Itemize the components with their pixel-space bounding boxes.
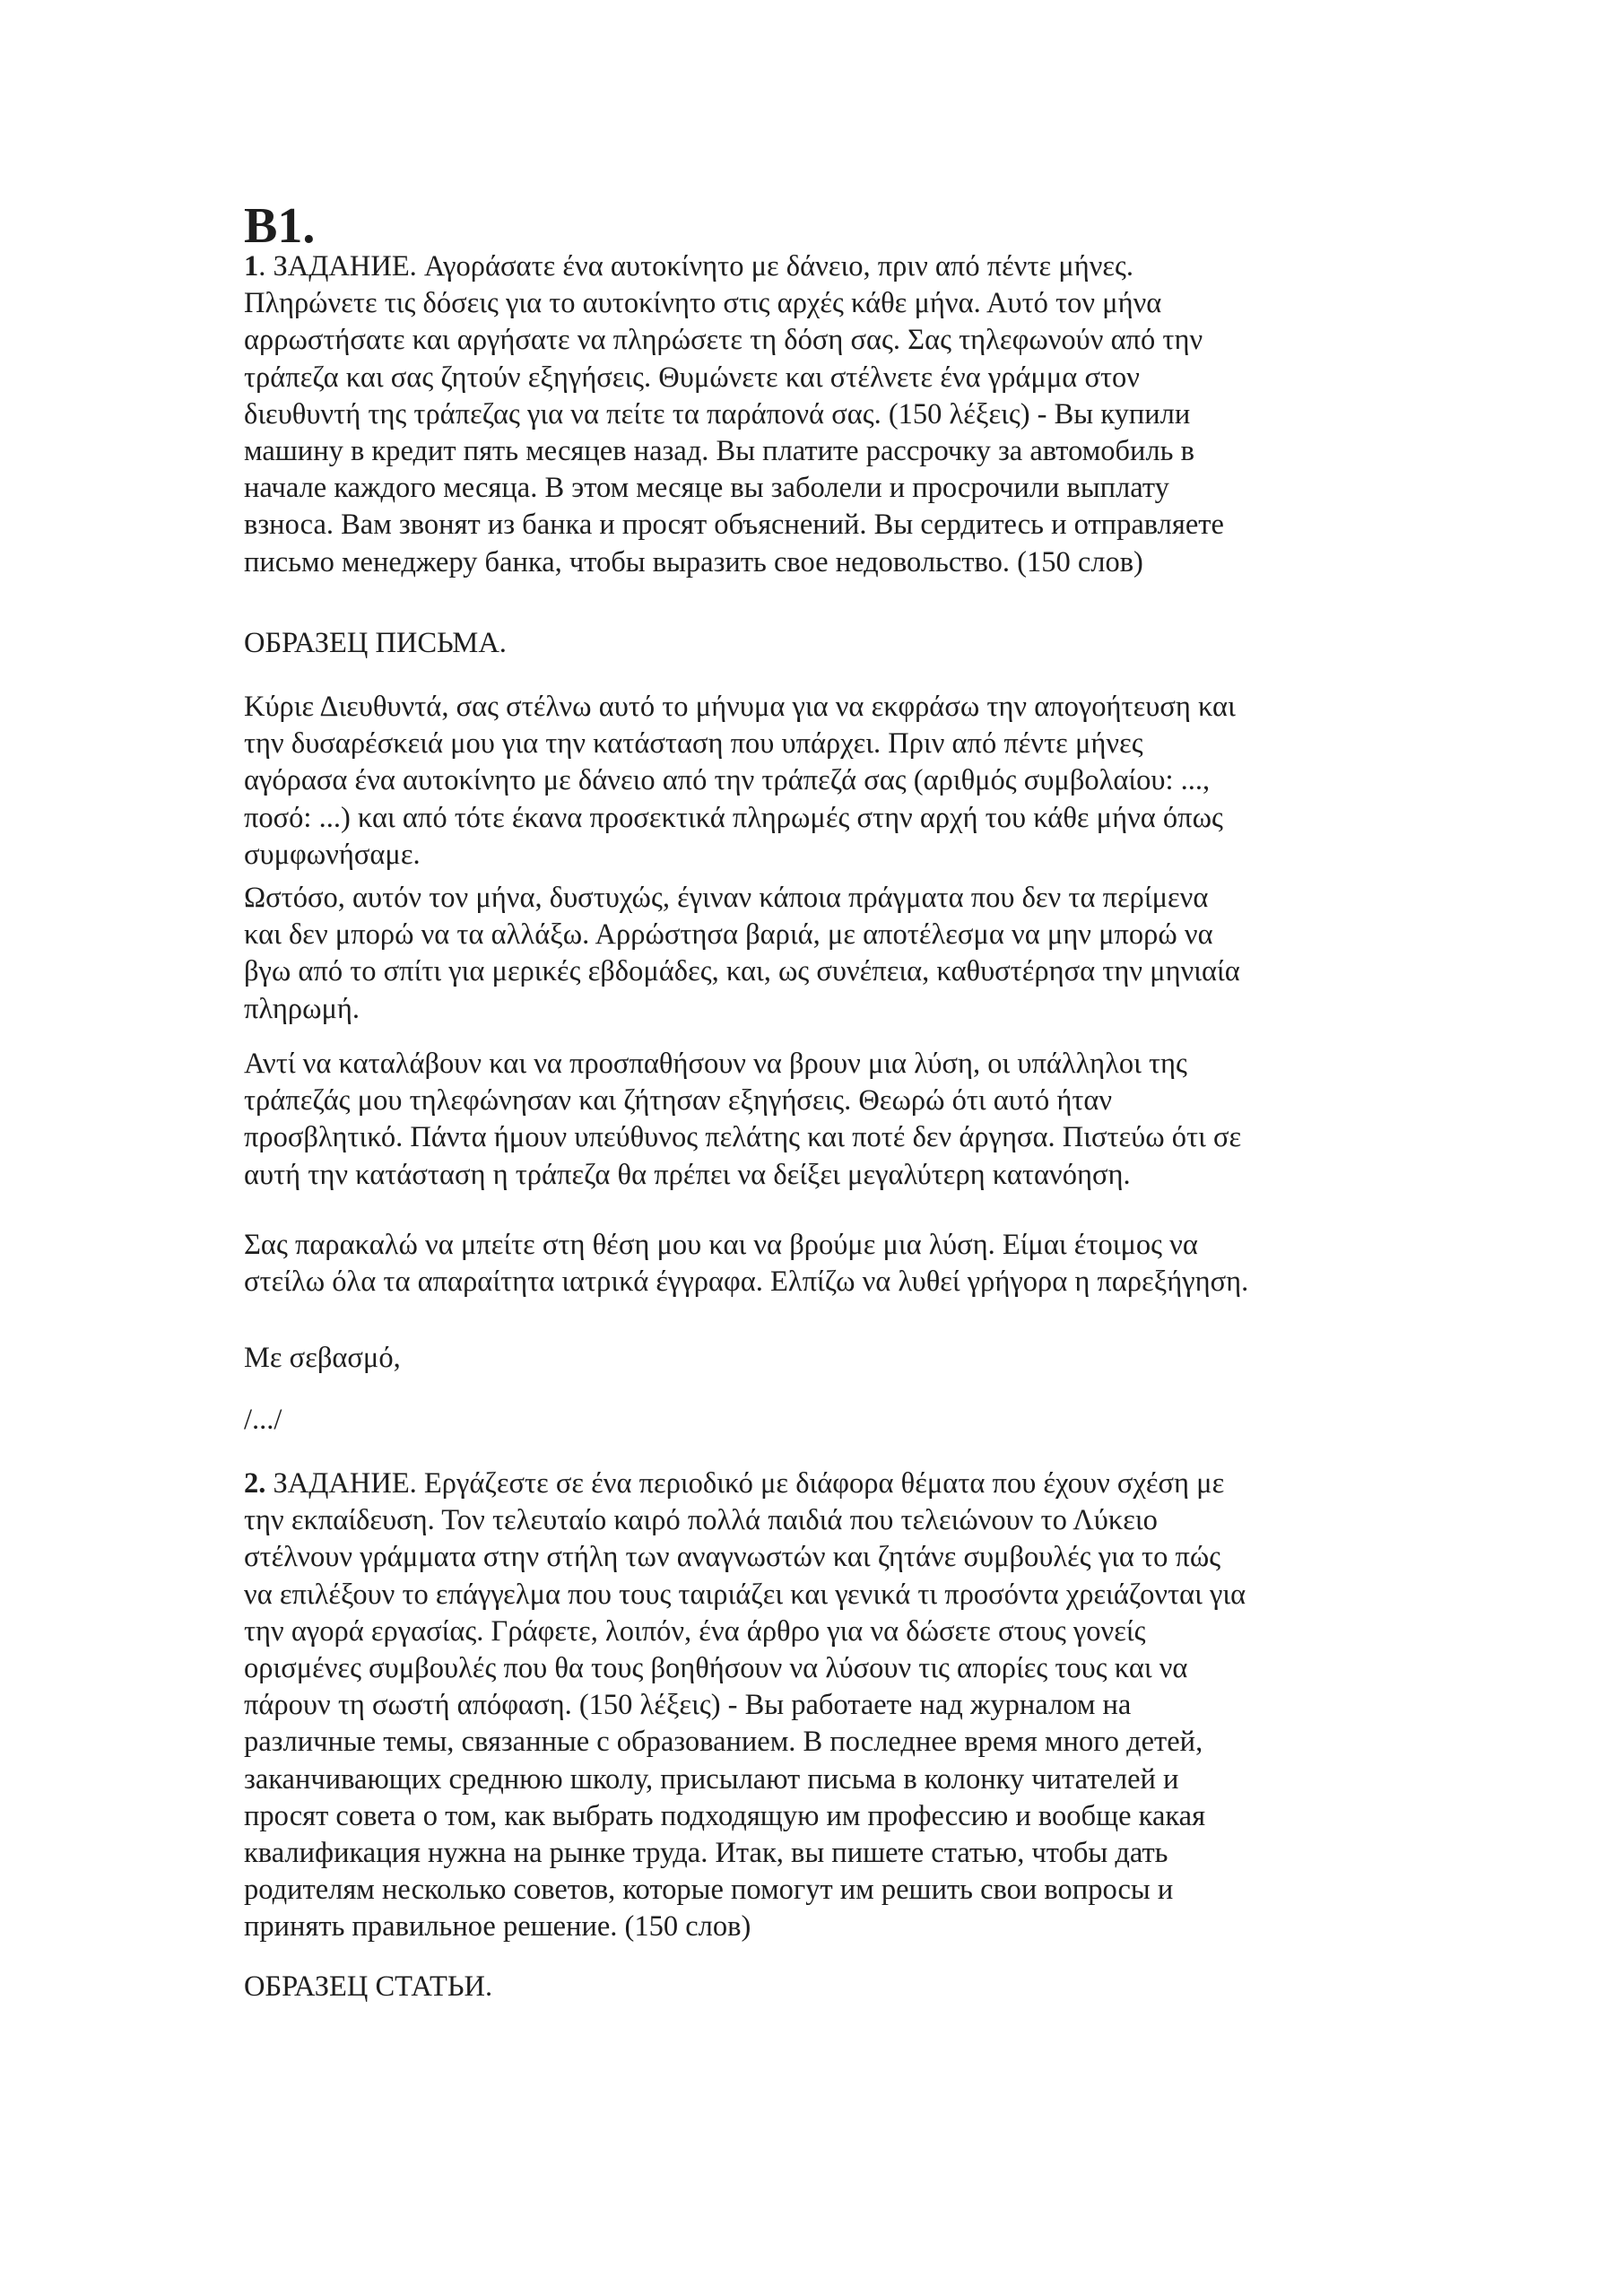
letter-paragraph-2 [244, 880, 1240, 1028]
task-2-line: родителям несколько советов, которые помогут им решить свои вопросы и [244, 1874, 1174, 1907]
letter-line: και δεν μπορώ να τα αλλάξω. Αρρώστησα βαριά, με αποτέλεσμα να μην μπορώ να [244, 918, 1213, 952]
task-2-line: ορισμένες συμβουλές που θα τους βοηθήσουν να λύσουν τις απορίες τους και να [244, 1652, 1188, 1685]
task-2-line: την εκπαίδευση. Τον τελευταίο καιρό πολλά παιδιά που τελειώνουν το Λύκειο [244, 1504, 1158, 1537]
letter-line: Ωστόσο, αυτόν τον μήνα, δυστυχώς, έγιναν κάποια πράγματα που δεν τα περίμενα [244, 882, 1209, 914]
task-2-number: 2. [244, 1467, 266, 1500]
task-2-line: квалификация нужна на рынке труда. Итак, вы пишете статью, чтобы дать [244, 1837, 1168, 1870]
task-1-line: αρρωστήσατε και αργήσατε να πληρώσετε τη δόση σας. Σας τηλεφωνούν από την [244, 324, 1203, 357]
letter-line: προσβλητικό. Πάντα ήμουν υπεύθυνος πελάτης και ποτέ δεν άργησα. Πιστεύω ότι σε [244, 1121, 1242, 1154]
letter-line: τράπεζάς μου τηλεφώνησαν και ζήτησαν εξηγήσεις. Θεωρώ ότι αυτό ήταν [244, 1084, 1113, 1118]
task-1-number: 1 [244, 250, 259, 283]
sample-letter-heading: ОБРАЗЕЦ ПИСЬМА. [244, 627, 507, 659]
letter-paragraph-4 [244, 1227, 1248, 1300]
task-2-line: στέλνουν γράμματα στην στήλη των αναγνωστών και ζητάνε συμβουλές για το πώς [244, 1541, 1221, 1574]
letter-line: ποσό: ...) και από τότε έκανα προσεκτικά πληρωμές στην αρχή του κάθε μήνα όπως [244, 801, 1223, 834]
sample-article-heading: ОБРАЗЕЦ СТАТЬИ. [244, 1970, 493, 2003]
task-1-line: τράπεζα και σας ζητούν εξηγήσεις. Θυμώνετε και στέλνετε ένα γράμμα στον [244, 361, 1140, 394]
letter-line: συμφωνήσαμε. [244, 838, 421, 871]
letter-line: Σας παρακαλώ να μπείτε στη θέση μου και να βρούμε μια λύση. Είμαι έτοιμος να [244, 1229, 1198, 1261]
task-2-line: πάρουν τη σωστή απόφαση. (150 λέξεις) - Вы работаете над журналом на [244, 1689, 1132, 1722]
letter-line: στείλω όλα τα απαραίτητα ιατρικά έγγραφα. Ελπίζω να λυθεί γρήγορα η παρεξήγηση. [244, 1265, 1249, 1299]
task-2-line: принять правильное решение. (150 слов) [244, 1910, 751, 1944]
letter-line: την δυσαρέσκειά μου για την κατάσταση που υπάρχει. Πριν από πέντε μήνες [244, 727, 1143, 761]
letter-line: αγόρασα ένα αυτοκίνητο με δάνειο από την τράπεζά σας (αριθμός συμβολαίου: ..., [244, 764, 1211, 797]
task-1-line: взноса. Вам звонят из банка и просят объяснений. Вы сердитесь и отправляете [244, 509, 1224, 542]
task-2-line: просят совета о том, как выбрать подходящую им профессию и вообще какая [244, 1799, 1206, 1832]
task-1-line: διευθυντή της τράπεζας για να πείτε τα παράπονά σας. (150 λέξεις) - Вы купили [244, 397, 1191, 430]
task-1-line: начале каждого месяца. В этом месяце вы заболели и просрочили выплату [244, 472, 1169, 505]
letter-closing: Με σεβασμό, [244, 1342, 401, 1374]
task-1-line: 1. ЗАДАНИЕ. Αγοράσατε ένα αυτοκίνητο με δάνειο, πριν από πέντε μήνες. [244, 250, 1134, 283]
letter-line: πληρωμή. [244, 992, 360, 1025]
letter-signature: /.../ [244, 1404, 282, 1436]
letter-paragraph-3 [244, 1046, 1241, 1194]
task-2 [244, 1465, 1246, 1946]
letter-line: βγω από το σπίτι για μερικές εβδομάδες, και, ως συνέπεια, καθυστέρησα την μηνιαία [244, 955, 1240, 988]
task-1-line: Πληρώνετε τις δόσεις για το αυτοκίνητο στις αρχές κάθε μήνα. Αυτό τον μήνα [244, 287, 1162, 320]
task-2-line: заканчивающих среднюю школу, присылают письма в колонку читателей и [244, 1762, 1179, 1796]
task-2-line: την αγορά εργασίας. Γράφετε, λοιπόν, ένα άρθρο για να δώσετε στους γονείς [244, 1614, 1146, 1648]
task-2-line: 2. ЗАДАНИЕ. Εργάζεστε σε ένα περιοδικό με διάφορα θέματα που έχουν σχέση με [244, 1467, 1225, 1500]
letter-line: αυτή την κατάσταση η τράπεζα θα πρέπει να δείξει μεγαλύτερη κατανόηση. [244, 1158, 1131, 1191]
letter-line: Αντί να καταλάβουν και να προσπαθήσουν να βρουν μια λύση, οι υπάλληλοι της [244, 1048, 1187, 1080]
task-1-line: машину в кредит пять месяцев назад. Вы платите рассрочку за автомобиль в [244, 435, 1194, 468]
page-title: B1. [244, 198, 316, 254]
task-2-line: να επιλέξουν το επάγγελμα που τους ταιριάζει και γενικά τι προσόντα χρειάζονται για [244, 1578, 1246, 1611]
letter-line: Κύριε Διευθυντά, σας στέλνω αυτό το μήνυμα για να εκφράσω την απογοήτευση και [244, 691, 1236, 723]
task-1 [244, 248, 1224, 581]
task-1-line: письмо менеджеру банка, чтобы выразить свое недовольство. (150 слов) [244, 545, 1143, 578]
letter-paragraph-1 [244, 689, 1236, 874]
task-2-line: различные темы, связанные с образованием. В последнее время много детей, [244, 1726, 1203, 1759]
